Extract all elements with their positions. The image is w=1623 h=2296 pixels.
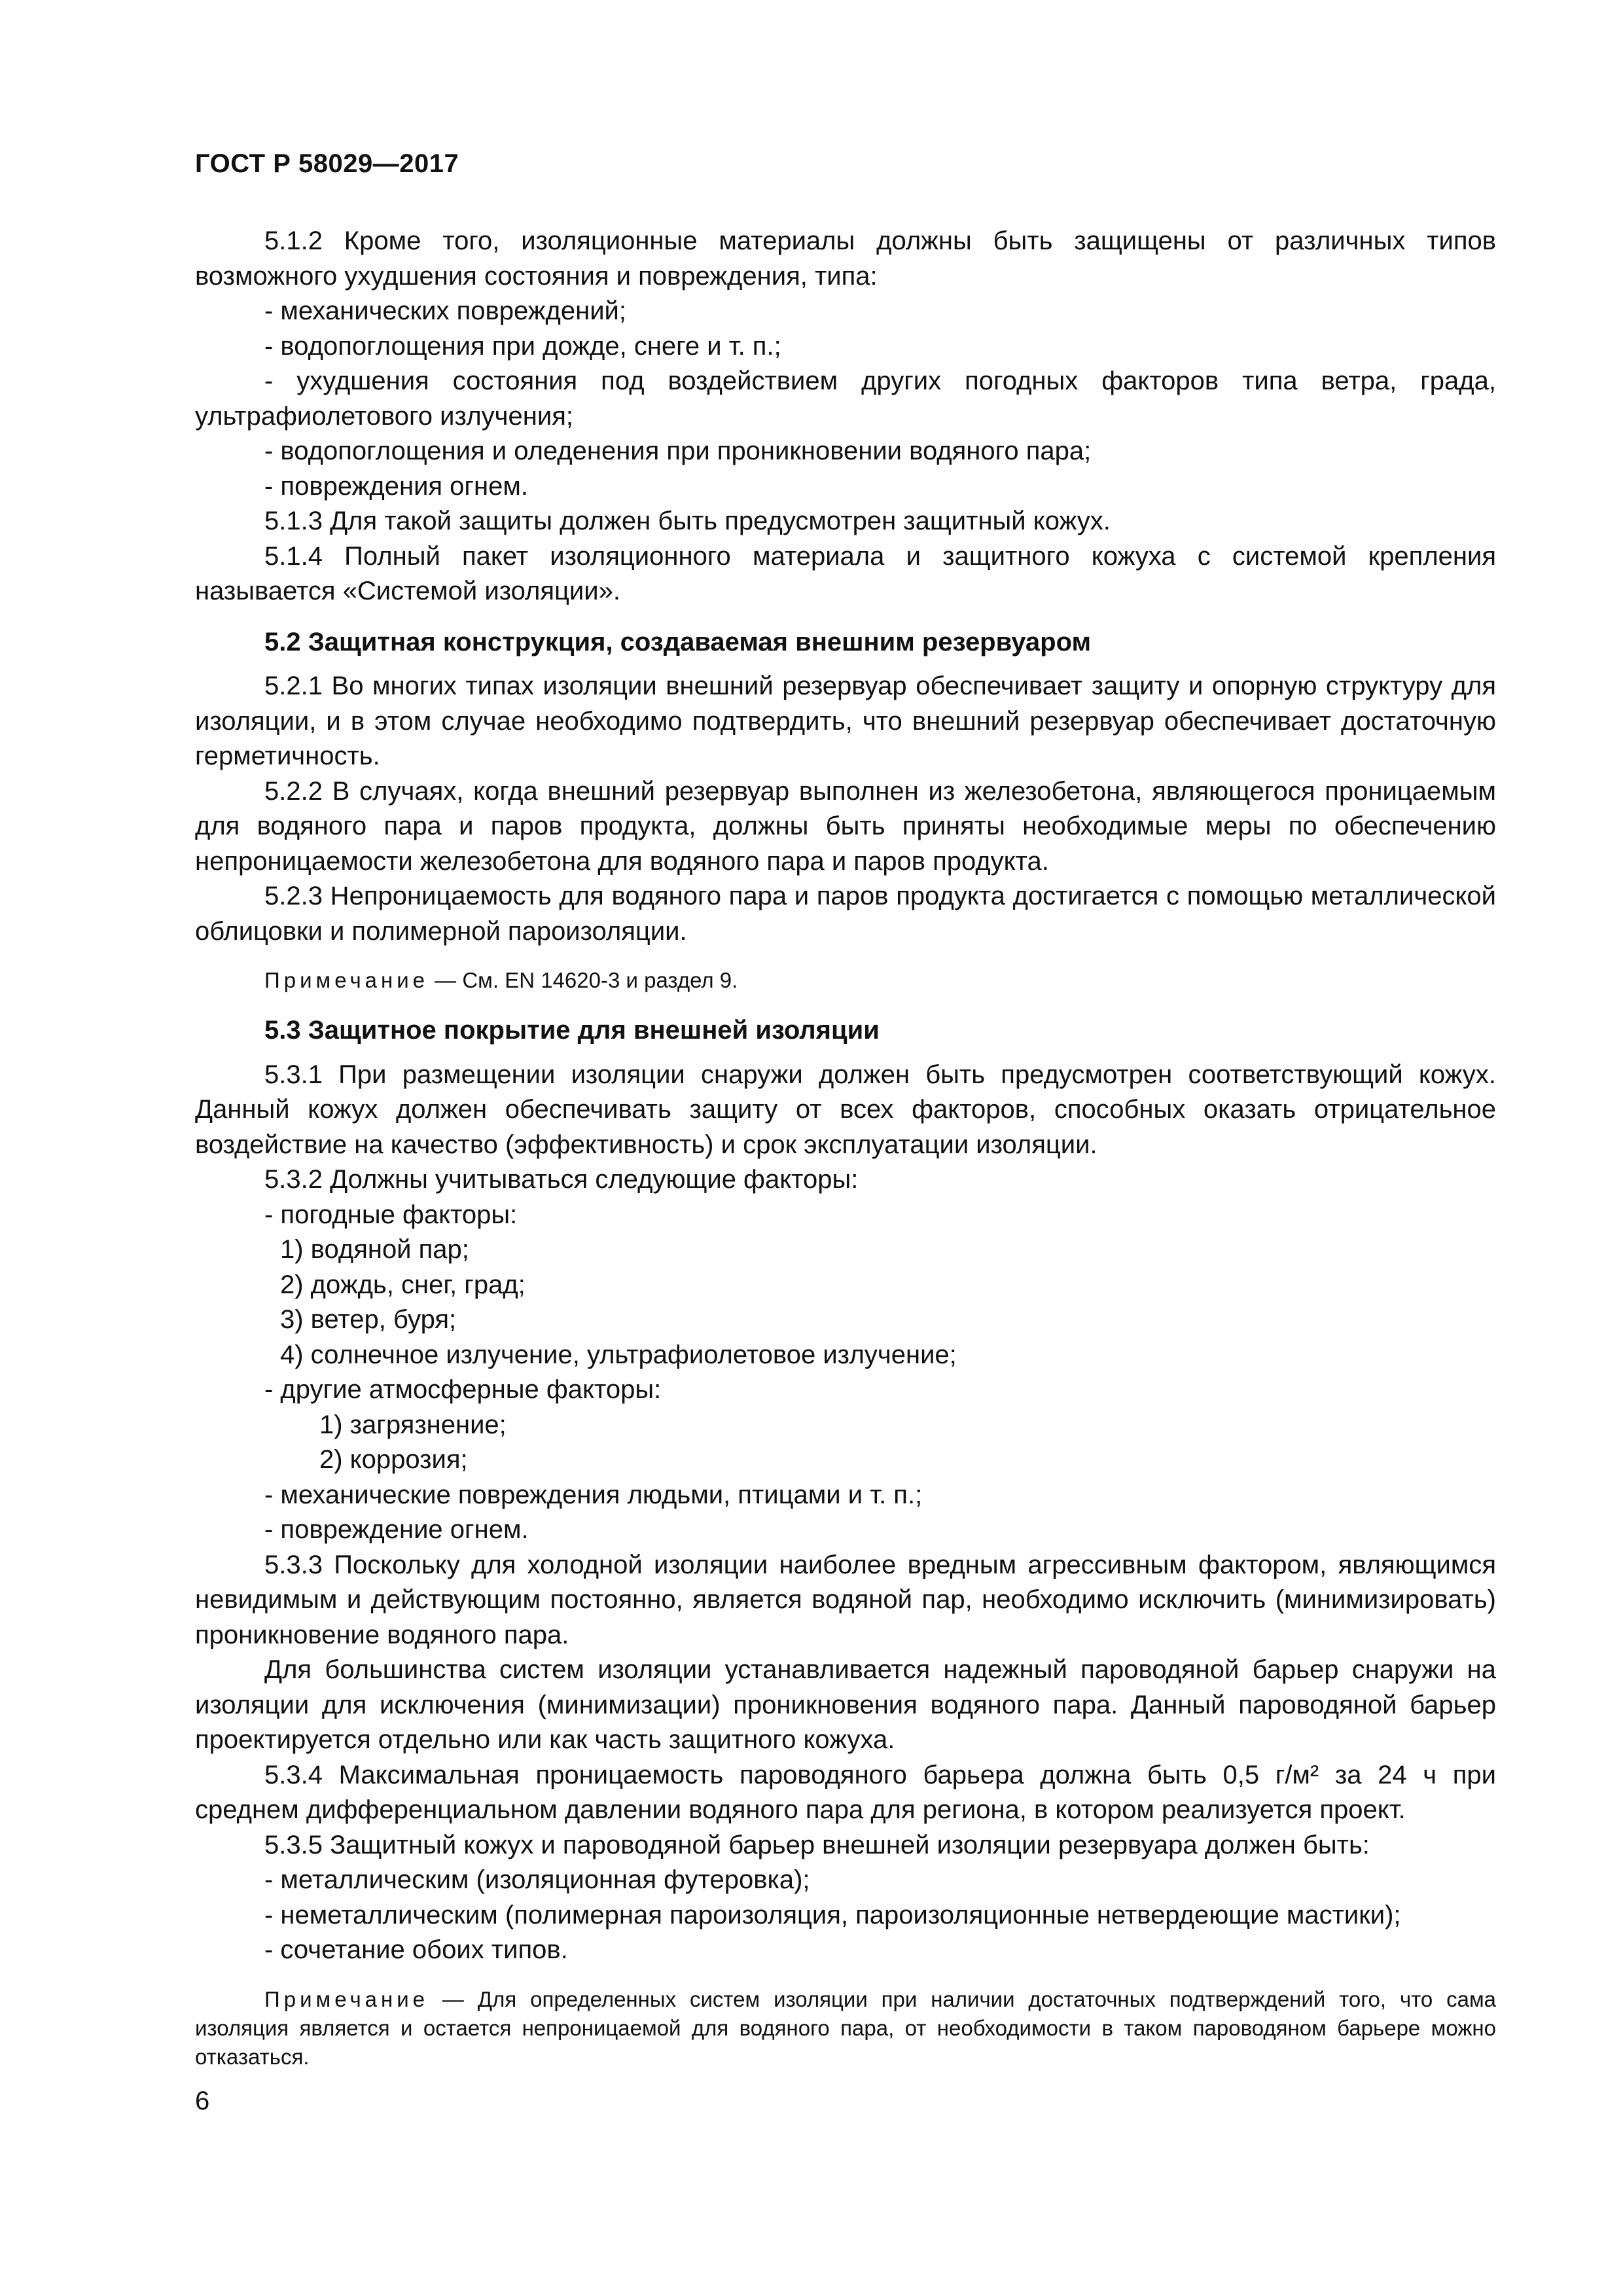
list-item: - водопоглощения и оледенения при проникновении водяного пара; [264, 437, 1092, 465]
list-item: - погодные факторы: [264, 1200, 518, 1229]
section-heading-5-3: 5.3 Защитное покрытие для внешней изоляции [264, 1016, 880, 1045]
clause-5-2-3: 5.2.3 Непроницаемость для водяного пара и паров продукта достигается с помощью металлической облицовки и полимерной пароизоляции. [195, 882, 1496, 946]
list-item: - повреждения огнем. [264, 471, 528, 501]
list-item: - повреждение огнем. [264, 1515, 529, 1544]
clause-5-1-4: 5.1.4 Полный пакет изоляционного материала и защитного кожуха с системой крепления называется «Системой изоляции». [195, 541, 1496, 605]
clause-5-3-3: 5.3.3 Поскольку для холодной изоляции наиболее вредным агрессивным фактором, являющимся невидимым и действующим постоянно, является водяной пар, необходимо исключить (минимизировать) проникновение водяного пара. [195, 1550, 1496, 1649]
numbered-item: 4) солнечное излучение, ультрафиолетовое излучение; [280, 1340, 957, 1369]
numbered-item: 3) ветер, буря; [280, 1305, 457, 1334]
list-item: - сочетание обоих типов. [264, 1935, 568, 1964]
note-2 [195, 1985, 1496, 2072]
numbered-item: 1) водяной пар; [280, 1235, 469, 1264]
list-item: - другие атмосферные факторы: [264, 1375, 662, 1404]
list-item: - металлическим (изоляционная футеровка); [264, 1865, 810, 1894]
clause-5-2-1: 5.2.1 Во многих типах изоляции внешний резервуар обеспечивает защиту и опорную структуру для изоляции, и в этом случае необходимо подтвердить, что внешний резервуар обеспечивает достаточную герметичность. [195, 672, 1496, 770]
note-text: — Для определенных систем изоляции при наличии достаточных подтверждений того, что сама изоляция является и остается непроницаемой для водяного пара, от необходимости в таком пароводяном барьере можно отказаться. [195, 1986, 1496, 2069]
clause-5-3-1: 5.3.1 При размещении изоляции снаружи должен быть предусмотрен соответствующий кожух. Данный кожух должен обеспечивать защиту от всех факторов, способных оказать отрицательное воздействие на качество (эффективность) и срок эксплуатации изоляции. [195, 1060, 1496, 1159]
list-item: - механические повреждения людьми, птицами и т. п.; [264, 1480, 923, 1509]
note-text: — См. EN 14620-3 и раздел 9. [429, 968, 738, 992]
clause-5-1-3: 5.1.3 Для такой защиты должен быть предусмотрен защитный кожух. [264, 507, 1111, 535]
page-content [195, 224, 1496, 2090]
numbered-item: 1) загрязнение; [319, 1410, 507, 1439]
clause-5-3-3-paragraph: Для большинства систем изоляции устанавливается надежный пароводяной барьер снаружи на изоляции для исключения (минимизации) проникновения водяного пара. Данный пароводяной барьер проектируется отдельно или как часть защитного кожуха. [195, 1655, 1496, 1754]
list-item: - водопоглощения при дожде, снеге и т. п.; [264, 331, 781, 361]
page-number: 6 [195, 2087, 210, 2115]
clause-5-2-2: 5.2.2 В случаях, когда внешний резервуар выполнен из железобетона, являющегося проницаемым для водяного пара и паров продукта, должны быть приняты необходимые меры по обеспечению непроницаемости железобетона для водяного пара и паров продукта. [195, 776, 1496, 876]
standard-code-header: ГОСТ Р 58029—2017 [195, 149, 459, 178]
numbered-item: 2) дождь, снег, град; [280, 1270, 526, 1299]
clause-5-3-4: 5.3.4 Максимальная проницаемость пароводяного барьера должна быть 0,5 г/м² за 24 ч при среднем дифференциальном давлении водяного пара для региона, в котором реализуется проект. [195, 1760, 1496, 1824]
list-item: - механических повреждений; [264, 296, 627, 325]
clause-5-3-5-intro: 5.3.5 Защитный кожух и пароводяной барьер внешней изоляции резервуара должен быть: [264, 1830, 1370, 1859]
list-item: - ухудшения состояния под воздействием других погодных факторов типа ветра, града, ультрафиолетового излучения; [195, 367, 1496, 431]
numbered-item: 2) коррозия; [319, 1445, 468, 1474]
note-label: Примечание [264, 1986, 429, 2011]
clause-5-3-2-intro: 5.3.2 Должны учитываться следующие факторы: [264, 1165, 859, 1194]
list-item: - неметаллическим (полимерная пароизоляция, пароизоляционные нетвердеющие мастики); [264, 1900, 1401, 1929]
note-label: Примечание [264, 968, 429, 992]
note-1 [195, 966, 1496, 995]
clause-5-1-2-intro: 5.1.2 Кроме того, изоляционные материалы должны быть защищены от различных типов возможного ухудшения состояния и повреждения, типа: [195, 226, 1496, 291]
section-heading-5-2: 5.2 Защитная конструкция, создаваемая внешним резервуаром [264, 627, 1092, 656]
